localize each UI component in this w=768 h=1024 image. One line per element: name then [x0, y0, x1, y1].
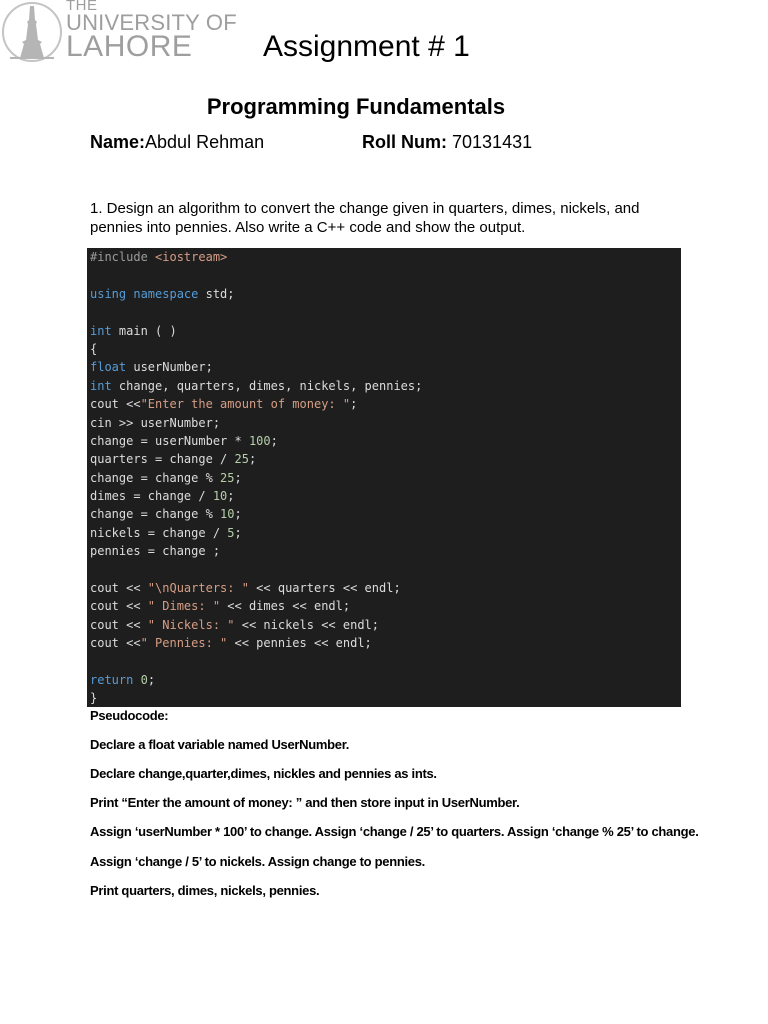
code-token: change = change % [90, 470, 221, 485]
roll-number [362, 132, 532, 153]
logo-the: THE [66, 0, 98, 14]
code-token: ; [270, 433, 278, 448]
code-token: change = userNumber * [90, 433, 249, 448]
code-token: #include [90, 250, 156, 264]
code-token: return [90, 672, 134, 687]
code-line [90, 395, 681, 413]
code-token: cout << [90, 581, 148, 596]
pseudocode-line: Print “Enter the amount of money: ” and then store input in UserNumber. [90, 795, 520, 810]
code-line [90, 505, 681, 523]
subject-title: Programming Fundamentals [206, 94, 506, 119]
code-token: using namespace [90, 286, 199, 301]
code-line [90, 597, 681, 615]
logo-university: UNIVERSITY OF [66, 10, 237, 35]
code-line [90, 524, 681, 542]
code-line [90, 322, 681, 340]
code-token: << pennies << endl; [227, 636, 372, 651]
code-token: ; [234, 525, 242, 540]
code-token: 0 [140, 672, 148, 687]
code-line-blank [90, 303, 681, 321]
code-token: "\nQuarters: " [147, 581, 249, 596]
student-name [90, 132, 264, 153]
code-line [90, 414, 681, 432]
code-line-blank [90, 653, 681, 671]
code-token: { [90, 341, 98, 356]
code-line [90, 377, 681, 395]
code-block [87, 248, 681, 707]
pseudocode-title: Pseudocode: [90, 708, 169, 723]
code-token: ; [248, 452, 257, 467]
code-token [133, 673, 140, 687]
code-token: ; [234, 507, 242, 522]
pseudocode-line: Declare a float variable named UserNumber. [90, 737, 350, 752]
code-token: cout << [90, 599, 148, 614]
pseudocode-line: Declare change,quarter,dimes, nickles and pennies as ints. [90, 766, 437, 781]
code-line [90, 358, 681, 376]
code-token: 25 [234, 452, 249, 467]
code-line [90, 469, 681, 487]
code-token: " Nickels: " [147, 617, 235, 632]
code-token: " Pennies: " [140, 636, 228, 651]
code-token: std; [198, 286, 235, 301]
code-line [90, 487, 681, 505]
code-token: 10 [212, 489, 228, 504]
code-token: " Dimes: " [147, 599, 221, 614]
pseudocode-line: Assign ‘change / 5’ to nickels. Assign change to pennies. [90, 854, 425, 869]
code-line [90, 285, 681, 303]
code-token: nickels = change / [90, 525, 228, 540]
code-line [90, 542, 681, 560]
code-token: userNumber; [126, 360, 213, 375]
code-line-blank [90, 266, 681, 284]
code-line [90, 689, 681, 707]
roll-label: Roll Num: [362, 132, 447, 152]
code-token: ; [147, 672, 156, 687]
code-line [90, 340, 681, 358]
code-token: } [90, 691, 98, 706]
code-line [90, 432, 681, 450]
logo-lahore: LAHORE [66, 30, 193, 63]
pseudocode-line: Print quarters, dimes, nickels, pennies. [90, 883, 320, 898]
code-token: << nickels << endl; [234, 617, 379, 632]
code-line [90, 579, 681, 597]
code-token: ; [227, 489, 235, 504]
question-text: 1. Design an algorithm to convert the change given in quarters, dimes, nickels, and pennies into pennies. Also write a C++ code and show the output. [90, 200, 640, 236]
code-token: main ( ) [111, 323, 177, 338]
code-token: cout << [90, 636, 141, 651]
code-token: quarters = change / [90, 452, 235, 467]
code-line-blank [90, 561, 681, 579]
university-logo [0, 0, 237, 64]
code-line [90, 616, 681, 634]
code-line [90, 671, 681, 689]
code-token: int [90, 378, 112, 393]
code-token: <iostream> [155, 250, 228, 264]
code-line [90, 450, 681, 468]
code-token: int [90, 323, 112, 338]
pseudocode-line: Assign ‘userNumber * 100’ to change. Assign ‘change / 25’ to quarters. Assign ‘change % 25’ to change. [90, 824, 699, 839]
minar-icon [0, 0, 64, 64]
code-token: 100 [248, 433, 271, 448]
code-line [90, 634, 681, 652]
code-token: 10 [220, 507, 235, 522]
roll-value: 70131431 [452, 132, 533, 152]
code-token: 5 [227, 525, 235, 540]
code-token: change = change % [90, 507, 221, 522]
code-token: cout << [90, 617, 148, 632]
code-token: 25 [220, 470, 235, 485]
code-token: cin >> userNumber; [90, 415, 221, 430]
code-line [90, 248, 681, 266]
code-token: float [90, 360, 127, 375]
code-token: change, quarters, dimes, nickels, pennies; [111, 378, 423, 393]
code-token: ; [234, 470, 242, 485]
code-token: ; [350, 397, 358, 412]
code-token: cout << [90, 397, 141, 412]
code-token: << dimes << endl; [220, 599, 351, 614]
name-label: Name: [90, 132, 146, 152]
code-token: "Enter the amount of money: " [140, 397, 351, 412]
code-token: pennies = change ; [90, 544, 221, 559]
assignment-title: Assignment # 1 [263, 30, 470, 63]
code-token: dimes = change / [90, 489, 213, 504]
name-value: Abdul Rehman [145, 132, 265, 152]
code-token: << quarters << endl; [248, 581, 401, 596]
